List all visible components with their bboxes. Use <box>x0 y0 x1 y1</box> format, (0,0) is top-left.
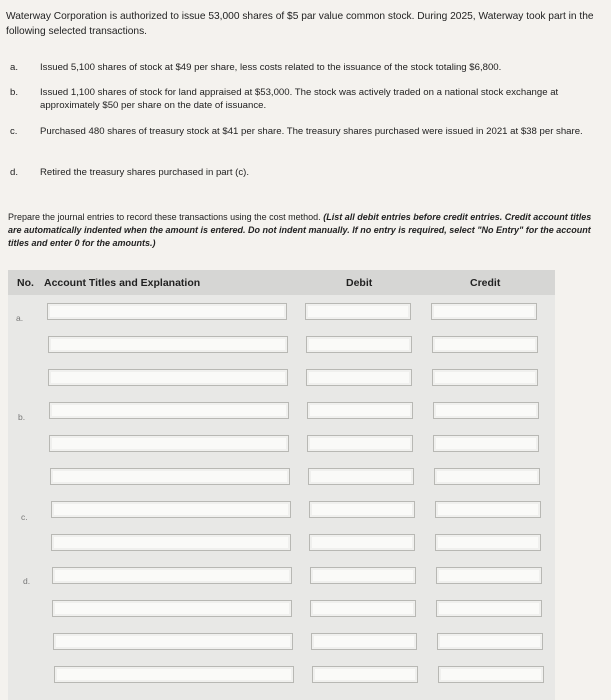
debit-amount-input[interactable] <box>306 336 412 353</box>
row-label-d: d. <box>23 576 31 586</box>
row-label-a: a. <box>16 313 24 323</box>
account-title-input[interactable] <box>48 369 288 386</box>
row-label-c: c. <box>21 512 28 522</box>
transaction-text: Issued 5,100 shares of stock at $49 per share, less costs related to the issuance of the stock totaling $6,800. <box>40 62 502 73</box>
problem-intro: Waterway Corporation is authorized to issue 53,000 shares of $5 par value common stock. During 2025, Waterway took part in the following selected transactions. <box>6 11 594 37</box>
credit-amount-input[interactable] <box>432 369 538 386</box>
transaction-text: Purchased 480 shares of treasury stock at $41 per share. The treasury shares purchased were issued in 2021 at $38 per share. <box>40 126 583 137</box>
journal-entry-table <box>8 270 555 700</box>
debit-amount-input[interactable] <box>312 666 418 683</box>
debit-amount-input[interactable] <box>310 567 416 584</box>
account-title-input[interactable] <box>50 468 290 485</box>
credit-amount-input[interactable] <box>433 435 539 452</box>
account-title-input[interactable] <box>49 402 289 419</box>
credit-amount-input[interactable] <box>432 336 538 353</box>
debit-amount-input[interactable] <box>309 534 415 551</box>
header-account: Account Titles and Explanation <box>44 277 201 289</box>
header-debit: Debit <box>346 277 373 289</box>
account-title-input[interactable] <box>52 600 292 617</box>
transaction-label: b. <box>10 87 19 98</box>
credit-amount-input[interactable] <box>433 402 539 419</box>
debit-amount-input[interactable] <box>306 369 412 386</box>
transaction-text: Retired the treasury shares purchased in part (c). <box>40 167 250 178</box>
account-title-input[interactable] <box>48 336 288 353</box>
credit-amount-input[interactable] <box>435 501 541 518</box>
transaction-text: Issued 1,100 shares of stock for land appraised at $53,000. The stock was actively traded on a national stock exchange at approximately $50 per share on the date of issuance. <box>40 87 559 111</box>
account-title-input[interactable] <box>51 501 291 518</box>
account-title-input[interactable] <box>47 303 287 320</box>
credit-amount-input[interactable] <box>436 567 542 584</box>
credit-amount-input[interactable] <box>435 534 541 551</box>
credit-amount-input[interactable] <box>436 600 542 617</box>
table-header <box>8 270 555 295</box>
account-title-input[interactable] <box>53 633 293 650</box>
account-title-input[interactable] <box>51 534 291 551</box>
row-label-b: b. <box>18 412 26 422</box>
debit-amount-input[interactable] <box>308 468 414 485</box>
instructions-bold: (List all debit entries before credit entries. Credit account titles are automatically indented when the amount is entered. Do not indent manually. If no entry is required, select "No Entry" for the account titles and enter 0 for the amounts.) <box>8 212 592 248</box>
account-title-input[interactable] <box>49 435 289 452</box>
account-title-input[interactable] <box>52 567 292 584</box>
debit-amount-input[interactable] <box>307 435 413 452</box>
transaction-label: c. <box>10 126 18 137</box>
header-no: No. <box>17 277 34 289</box>
credit-amount-input[interactable] <box>438 666 544 683</box>
credit-amount-input[interactable] <box>437 633 543 650</box>
debit-amount-input[interactable] <box>311 633 417 650</box>
header-credit: Credit <box>470 277 501 289</box>
transaction-label: d. <box>10 167 19 178</box>
credit-amount-input[interactable] <box>434 468 540 485</box>
instructions-main: Prepare the journal entries to record these transactions using the cost method. <box>8 212 321 222</box>
debit-amount-input[interactable] <box>305 303 411 320</box>
debit-amount-input[interactable] <box>307 402 413 419</box>
debit-amount-input[interactable] <box>310 600 416 617</box>
transaction-label: a. <box>10 62 19 73</box>
debit-amount-input[interactable] <box>309 501 415 518</box>
credit-amount-input[interactable] <box>431 303 537 320</box>
account-title-input[interactable] <box>54 666 294 683</box>
instructions <box>8 211 603 250</box>
